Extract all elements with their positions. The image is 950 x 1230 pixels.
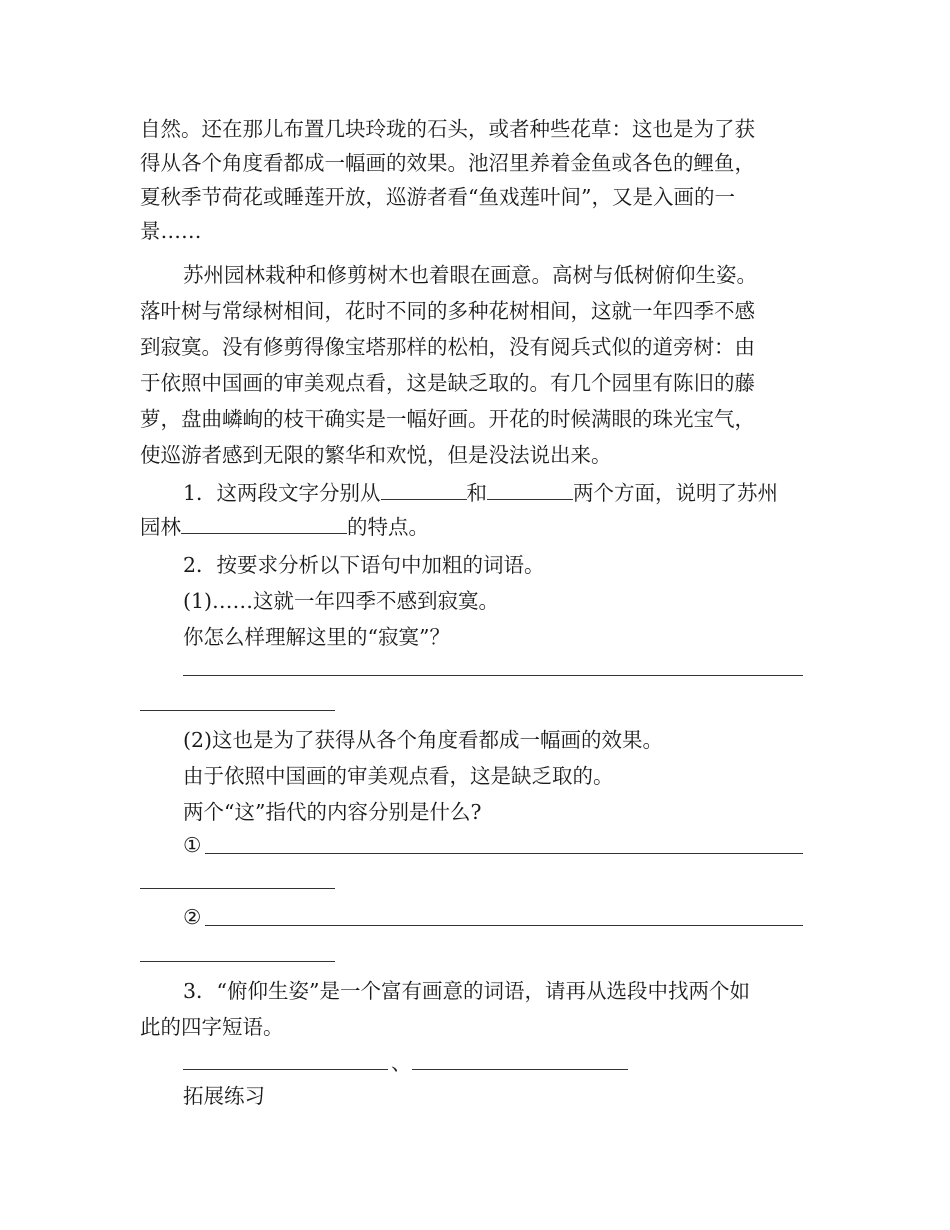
- paragraph-2-line-1: 苏州园林栽种和修剪树木也着眼在画意。高树与低树俯仰生姿。: [183, 263, 757, 287]
- question-3-line-1: 3．“俯仰生姿”是一个富有画意的词语，请再从选段中找两个如: [183, 979, 751, 1003]
- circle-two-label: ②: [183, 905, 202, 929]
- question-1-line-2: [140, 515, 429, 539]
- extension-practice-heading: 拓展练习: [183, 1084, 265, 1108]
- question-1-text-a: 1．这两段文字分别从: [183, 481, 381, 505]
- question-1-line-1: [183, 481, 778, 505]
- question-3-line-2: 此的四字短语。: [140, 1015, 284, 1039]
- paragraph-1-line-4: 景……: [140, 219, 202, 243]
- paragraph-2-line-5: 萝，盘曲嶙峋的枝干确实是一幅好画。开花的时候满眼的珠光宝气，: [140, 407, 755, 431]
- answer-blank-2[interactable]: [487, 481, 573, 500]
- question-2-2-sentence-1: (2)这也是为了获得从各个角度看都成一幅画的效果。: [183, 728, 664, 752]
- paragraph-2-line-3: 到寂寞。没有修剪得像宝塔那样的松柏，没有阅兵式似的道旁树：由: [140, 335, 755, 359]
- answer-line-2-1a[interactable]: [183, 675, 803, 676]
- circle-one-label: ①: [183, 833, 202, 857]
- answer-line-3a[interactable]: [183, 1069, 388, 1070]
- question-1-text-d: 园林: [140, 515, 181, 539]
- question-1-text-e: 的特点。: [347, 515, 429, 539]
- answer-line-3b[interactable]: [412, 1069, 628, 1070]
- question-2-2-prompt: 两个“这”指代的内容分别是什么?: [183, 800, 482, 824]
- question-2-title: 2．按要求分析以下语句中加粗的词语。: [183, 553, 545, 577]
- answer-line-2-1b[interactable]: [140, 710, 335, 711]
- paragraph-2-line-4: 于依照中国画的审美观点看，这是缺乏取的。有几个园里有陈旧的藤: [140, 371, 755, 395]
- answer-blank-3[interactable]: [181, 515, 347, 534]
- question-2-2-sentence-2: 由于依照中国画的审美观点看，这是缺乏取的。: [183, 764, 614, 788]
- answer-line-circle-1b[interactable]: [140, 888, 335, 889]
- question-2-1-prompt: 你怎么样理解这里的“寂寞”？: [183, 625, 450, 649]
- answer-blank-1[interactable]: [381, 481, 467, 500]
- paragraph-1-line-1: 自然。还在那儿布置几块玲珑的石头，或者种些花草：这也是为了获: [140, 117, 755, 141]
- paragraph-2-line-6: 使巡游者感到无限的繁华和欢悦，但是没法说出来。: [140, 443, 612, 467]
- answer-separator: 、: [391, 1051, 412, 1075]
- answer-line-circle-1a[interactable]: [205, 853, 803, 854]
- question-2-1-sentence: (1)……这就一年四季不感到寂寞。: [183, 589, 500, 613]
- paragraph-1-line-3: 夏秋季节荷花或睡莲开放，巡游者看“鱼戏莲叶间”，又是入画的一: [140, 185, 735, 209]
- paragraph-2-line-2: 落叶树与常绿树相间，花时不同的多种花树相间，这就一年四季不感: [140, 299, 755, 323]
- paragraph-1-line-2: 得从各个角度看都成一幅画的效果。池沼里养着金鱼或各色的鲤鱼，: [140, 151, 755, 175]
- answer-line-circle-2b[interactable]: [140, 961, 335, 962]
- answer-line-circle-2a[interactable]: [205, 925, 803, 926]
- question-1-text-b: 和: [466, 481, 488, 505]
- question-1-text-c: 两个方面，说明了苏州: [573, 481, 779, 505]
